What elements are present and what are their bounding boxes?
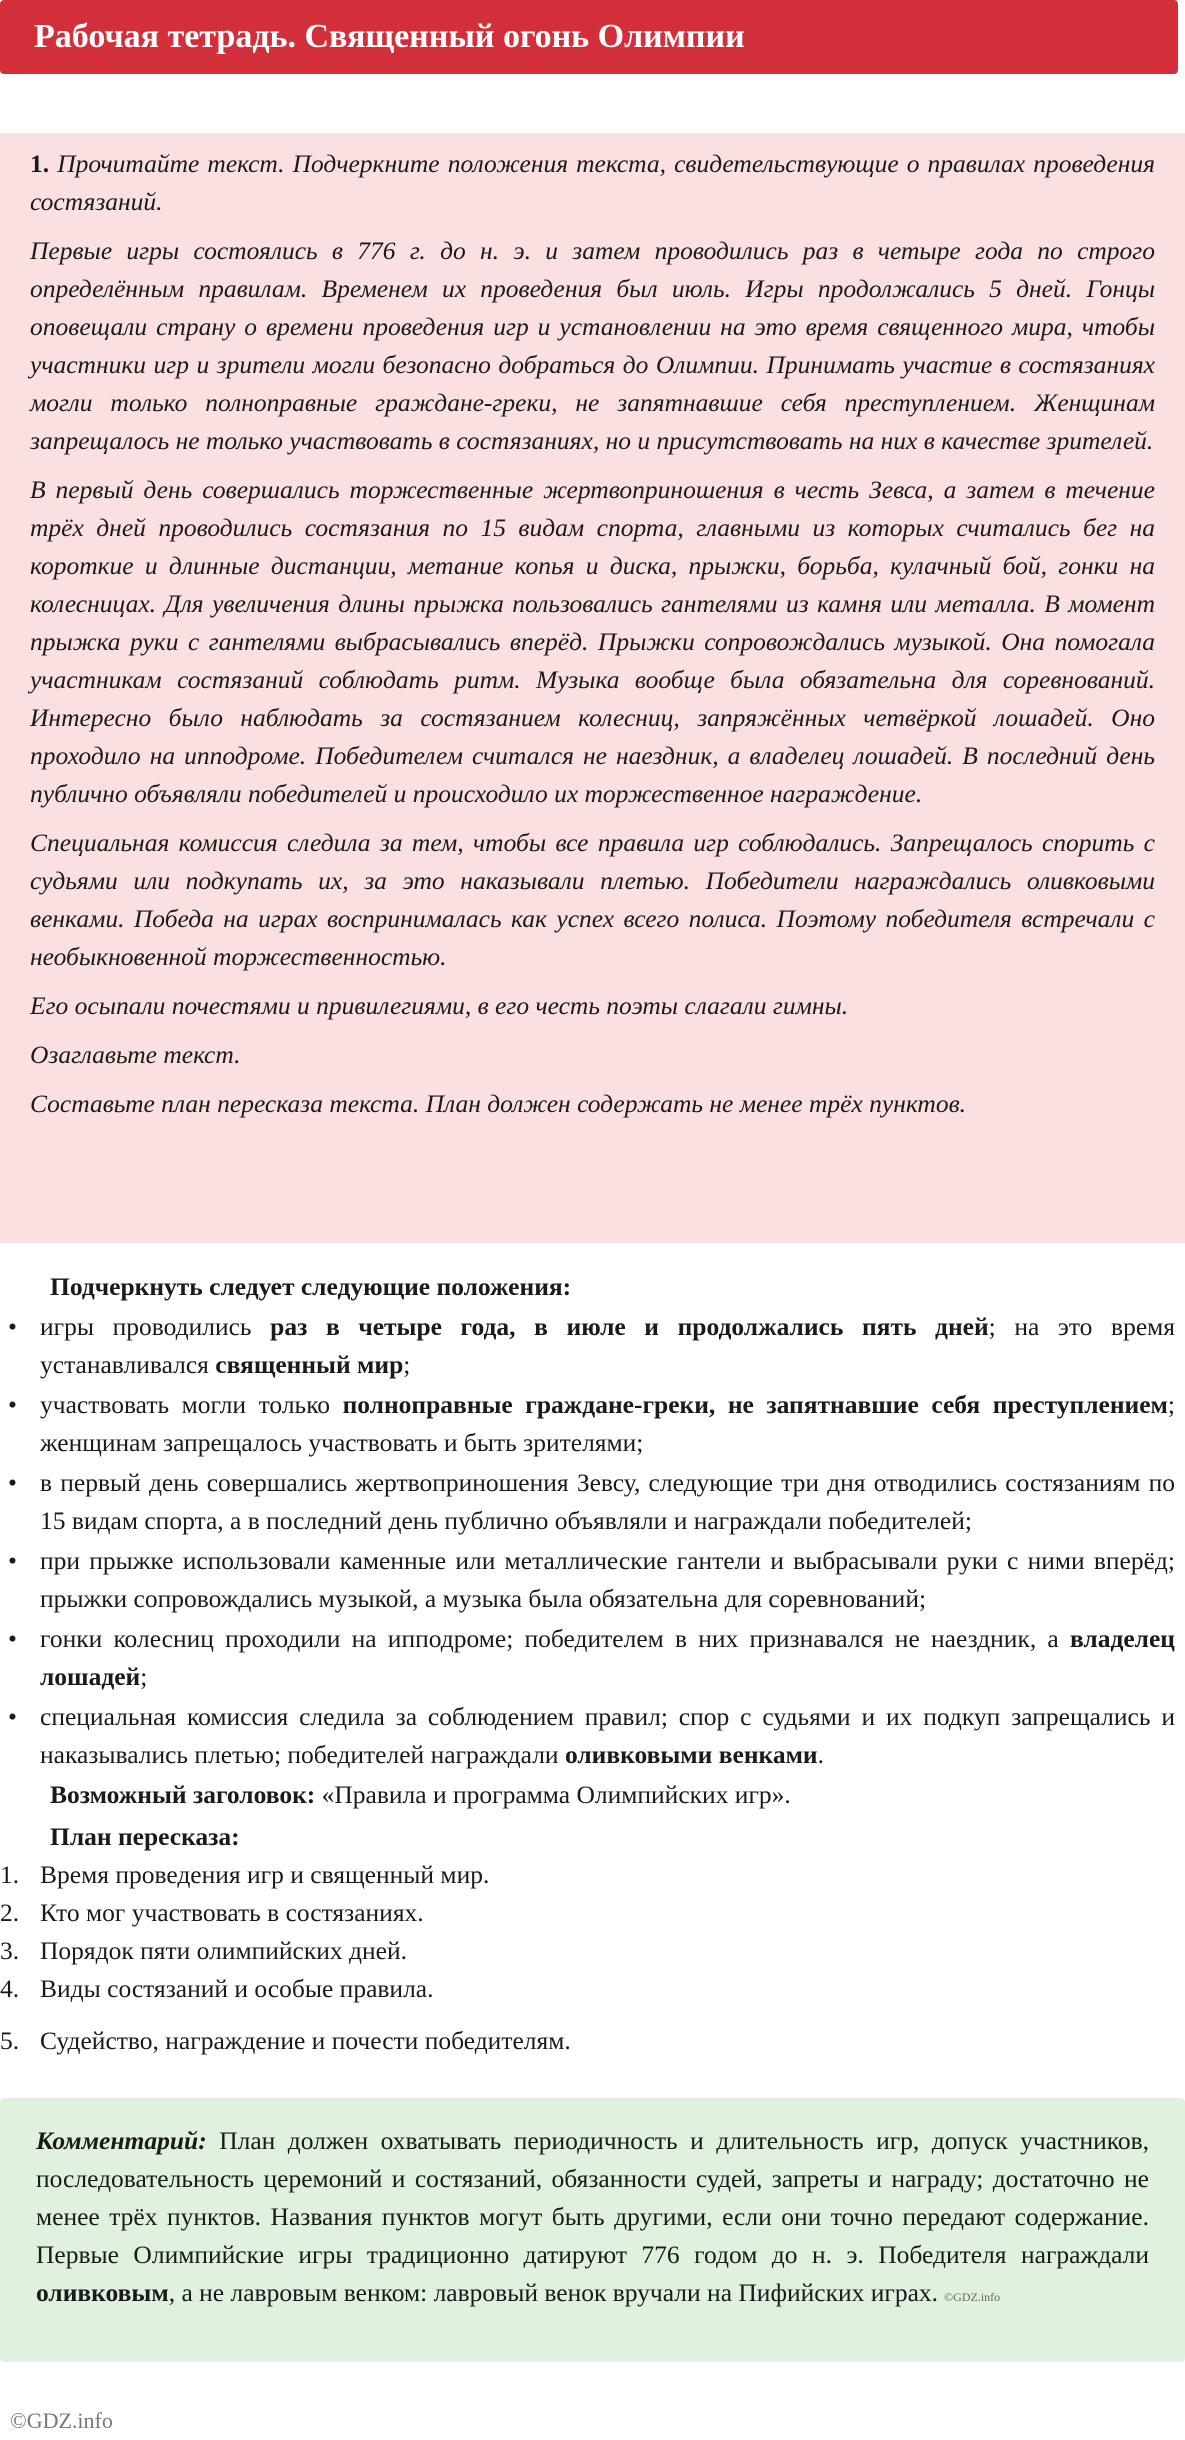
- plan-item-text: Время проведения игр и священный мир.: [40, 1860, 490, 1889]
- title-suggestion-value: «Правила и программа Олимпийских игр».: [315, 1780, 791, 1809]
- page-title: Рабочая тетрадь. Священный огонь Олимпии: [34, 18, 745, 55]
- answer-bullet-item: [0, 1620, 1185, 1696]
- comment-text-end: , а не лавровым венком: лавровый венок вручали на Пифийских играх.: [168, 2278, 939, 2307]
- plan-list: [0, 1856, 1185, 2060]
- bullet-highlight: оливковыми венками: [564, 1740, 818, 1769]
- plan-item: [0, 2022, 1185, 2060]
- bullet-marker: •: [8, 1546, 17, 1575]
- plan-item: [0, 1894, 1185, 1932]
- plan-item: [0, 1856, 1185, 1894]
- answer-bullet-item: [0, 1542, 1185, 1618]
- task-paragraph: Составьте план пересказа текста. План должен содержать не менее трёх пунктов.: [30, 1089, 967, 1118]
- footer-watermark: ©GDZ.info: [10, 2408, 113, 2433]
- bullet-text: гонки колесниц проходили на ипподроме; победителем в них признавался не наездник, а: [40, 1624, 1070, 1653]
- comment-box: [0, 2098, 1185, 2362]
- task-instruction-text: Прочитайте текст. Подчеркните положения текста, свидетельствующие о правилах проведения состязаний.: [30, 149, 1155, 216]
- answer-bullet-item: [0, 1308, 1185, 1384]
- bullet-text: ; женщинам запрещалось участвовать и быть зрителями;: [40, 1390, 1175, 1457]
- title-suggestion: [0, 1776, 1185, 1814]
- task-number: 1.: [30, 149, 50, 178]
- bullet-text: ;: [403, 1350, 411, 1379]
- bullet-marker: •: [8, 1390, 17, 1419]
- answer-bullet-item: [0, 1464, 1185, 1540]
- bullet-highlight: раз в четыре года, в июле и продолжались пять дней: [270, 1312, 989, 1341]
- bullet-highlight: владелец лошадей: [40, 1624, 1175, 1691]
- comment-text: План должен охватывать периодичность и длительность игр, допуск участников, последовательность церемоний и состязаний, обязанности судей, запреты и награду; достаточно не менее трёх пунктов. Названия пунктов могут быть другими, если они точно передают содержание. Первые Олимпийские игры традиционно датируют 776 годом до н. э. Победителя награждали: [36, 2126, 1149, 2269]
- bullet-text: игры проводились: [40, 1312, 271, 1341]
- answer-section: [0, 1268, 1185, 2060]
- bullet-text: специальная комиссия следила за соблюдением правил; спор с судьями и их подкуп запрещались и наказывались плетью; победителей награждали: [40, 1702, 1175, 1769]
- bullet-text: .: [817, 1740, 824, 1769]
- answer-bullet-item: [0, 1698, 1185, 1774]
- plan-item: [0, 1970, 1185, 2008]
- plan-item-text: Порядок пяти олимпийских дней.: [40, 1936, 407, 1965]
- bullet-marker: •: [8, 1312, 17, 1341]
- plan-item-number: 1.: [0, 1860, 20, 1889]
- page-header: [0, 0, 1178, 74]
- comment-bold: оливковым: [36, 2278, 169, 2307]
- answer-heading: Подчеркнуть следует следующие положения:: [50, 1272, 572, 1301]
- bullet-text: ;: [140, 1662, 148, 1691]
- plan-item-text: Кто мог участвовать в состязаниях.: [40, 1898, 424, 1927]
- bullet-highlight: священный мир: [215, 1350, 404, 1379]
- task-paragraph: Его осыпали почестями и привилегиями, в его честь поэты слагали гимны.: [30, 991, 849, 1020]
- bullet-text: ; на это время устанавливался: [40, 1312, 1176, 1379]
- plan-item-number: 3.: [0, 1936, 20, 1965]
- plan-item-text: Судейство, награждение и почести победителям.: [40, 2026, 571, 2055]
- plan-item-number: 4.: [0, 1974, 20, 2003]
- task-box: [0, 133, 1185, 1243]
- comment-label: Комментарий:: [36, 2126, 207, 2155]
- bullet-highlight: полноправные граждане-греки, не запятнавшие себя преступлением: [342, 1390, 1168, 1419]
- answer-bullet-list: [0, 1308, 1185, 1774]
- plan-title: План пересказа:: [50, 1822, 240, 1851]
- task-instruction: [30, 145, 1155, 221]
- bullet-marker: •: [8, 1702, 17, 1731]
- plan-item: [0, 1932, 1185, 1970]
- bullet-text: при прыжке использовали каменные или металлические гантели и выбрасывали руки с ними вперёд; прыжки сопровождались музыкой, а музыка была обязательна для соревнований;: [40, 1546, 1175, 1613]
- task-paragraph: Специальная комиссия следила за тем, чтобы все правила игр соблюдались. Запрещалось спорить с судьями или подкупать их, за это наказывали плетью. Победители награждались оливковыми венками. Победа на играх воспринималась как успех всего полиса. Поэтому победителя встречали с необыкновенной торжественностью.: [30, 828, 1155, 971]
- task-paragraph: Первые игры состоялись в 776 г. до н. э. и затем проводились раз в четыре года по строго определённым правилам. Временем их проведения был июль. Игры продолжались 5 дней. Гонцы оповещали страну о времени проведения игр и установлении на это время священного мира, чтобы участники игр и зрители могли безопасно добраться до Олимпии. Принимать участие в состязаниях могли только полноправные граждане-греки, не запятнавшие себя преступлением. Женщинам запрещалось не только участвовать в состязаниях, но и присутствовать на них в качестве зрителей.: [30, 236, 1155, 455]
- bullet-text: в первый день совершались жертвоприношения Зевсу, следующие три дня отводились состязаниям по 15 видам спорта, а в последний день публично объявляли и награждали победителей;: [40, 1468, 1175, 1535]
- bullet-text: участвовать могли только: [40, 1390, 343, 1419]
- plan-item-number: 5.: [0, 2026, 20, 2055]
- answer-bullet-item: [0, 1386, 1185, 1462]
- task-paragraph: В первый день совершались торжественные жертвоприношения в честь Зевса, а затем в течение трёх дней проводились состязания по 15 видам спорта, главными из которых считались бег на короткие и длинные дистанции, метание копья и диска, прыжки, борьба, кулачный бой, гонки на колесницах. Для увеличения длины прыжка пользовались гантелями из камня или металла. В момент прыжка руки с гантелями выбрасывались вперёд. Прыжки сопровождались музыкой. Она помогала участникам состязаний соблюдать ритм. Музыка вообще была обязательна для соревнований. Интересно было наблюдать за состязанием колесниц, запряжённых четвёркой лошадей. Оно проходило на ипподроме. Победителем считался не наездник, а владелец лошадей. В последний день публично объявляли победителей и происходило их торжественное награждение.: [30, 475, 1155, 808]
- title-suggestion-label: Возможный заголовок:: [50, 1780, 316, 1809]
- comment-watermark: ©GDZ.info: [944, 2290, 1001, 2304]
- task-paragraph: Озаглавьте текст.: [30, 1040, 241, 1069]
- plan-item-number: 2.: [0, 1898, 20, 1927]
- plan-item-text: Виды состязаний и особые правила.: [40, 1974, 434, 2003]
- bullet-marker: •: [8, 1468, 17, 1497]
- bullet-marker: •: [8, 1624, 17, 1653]
